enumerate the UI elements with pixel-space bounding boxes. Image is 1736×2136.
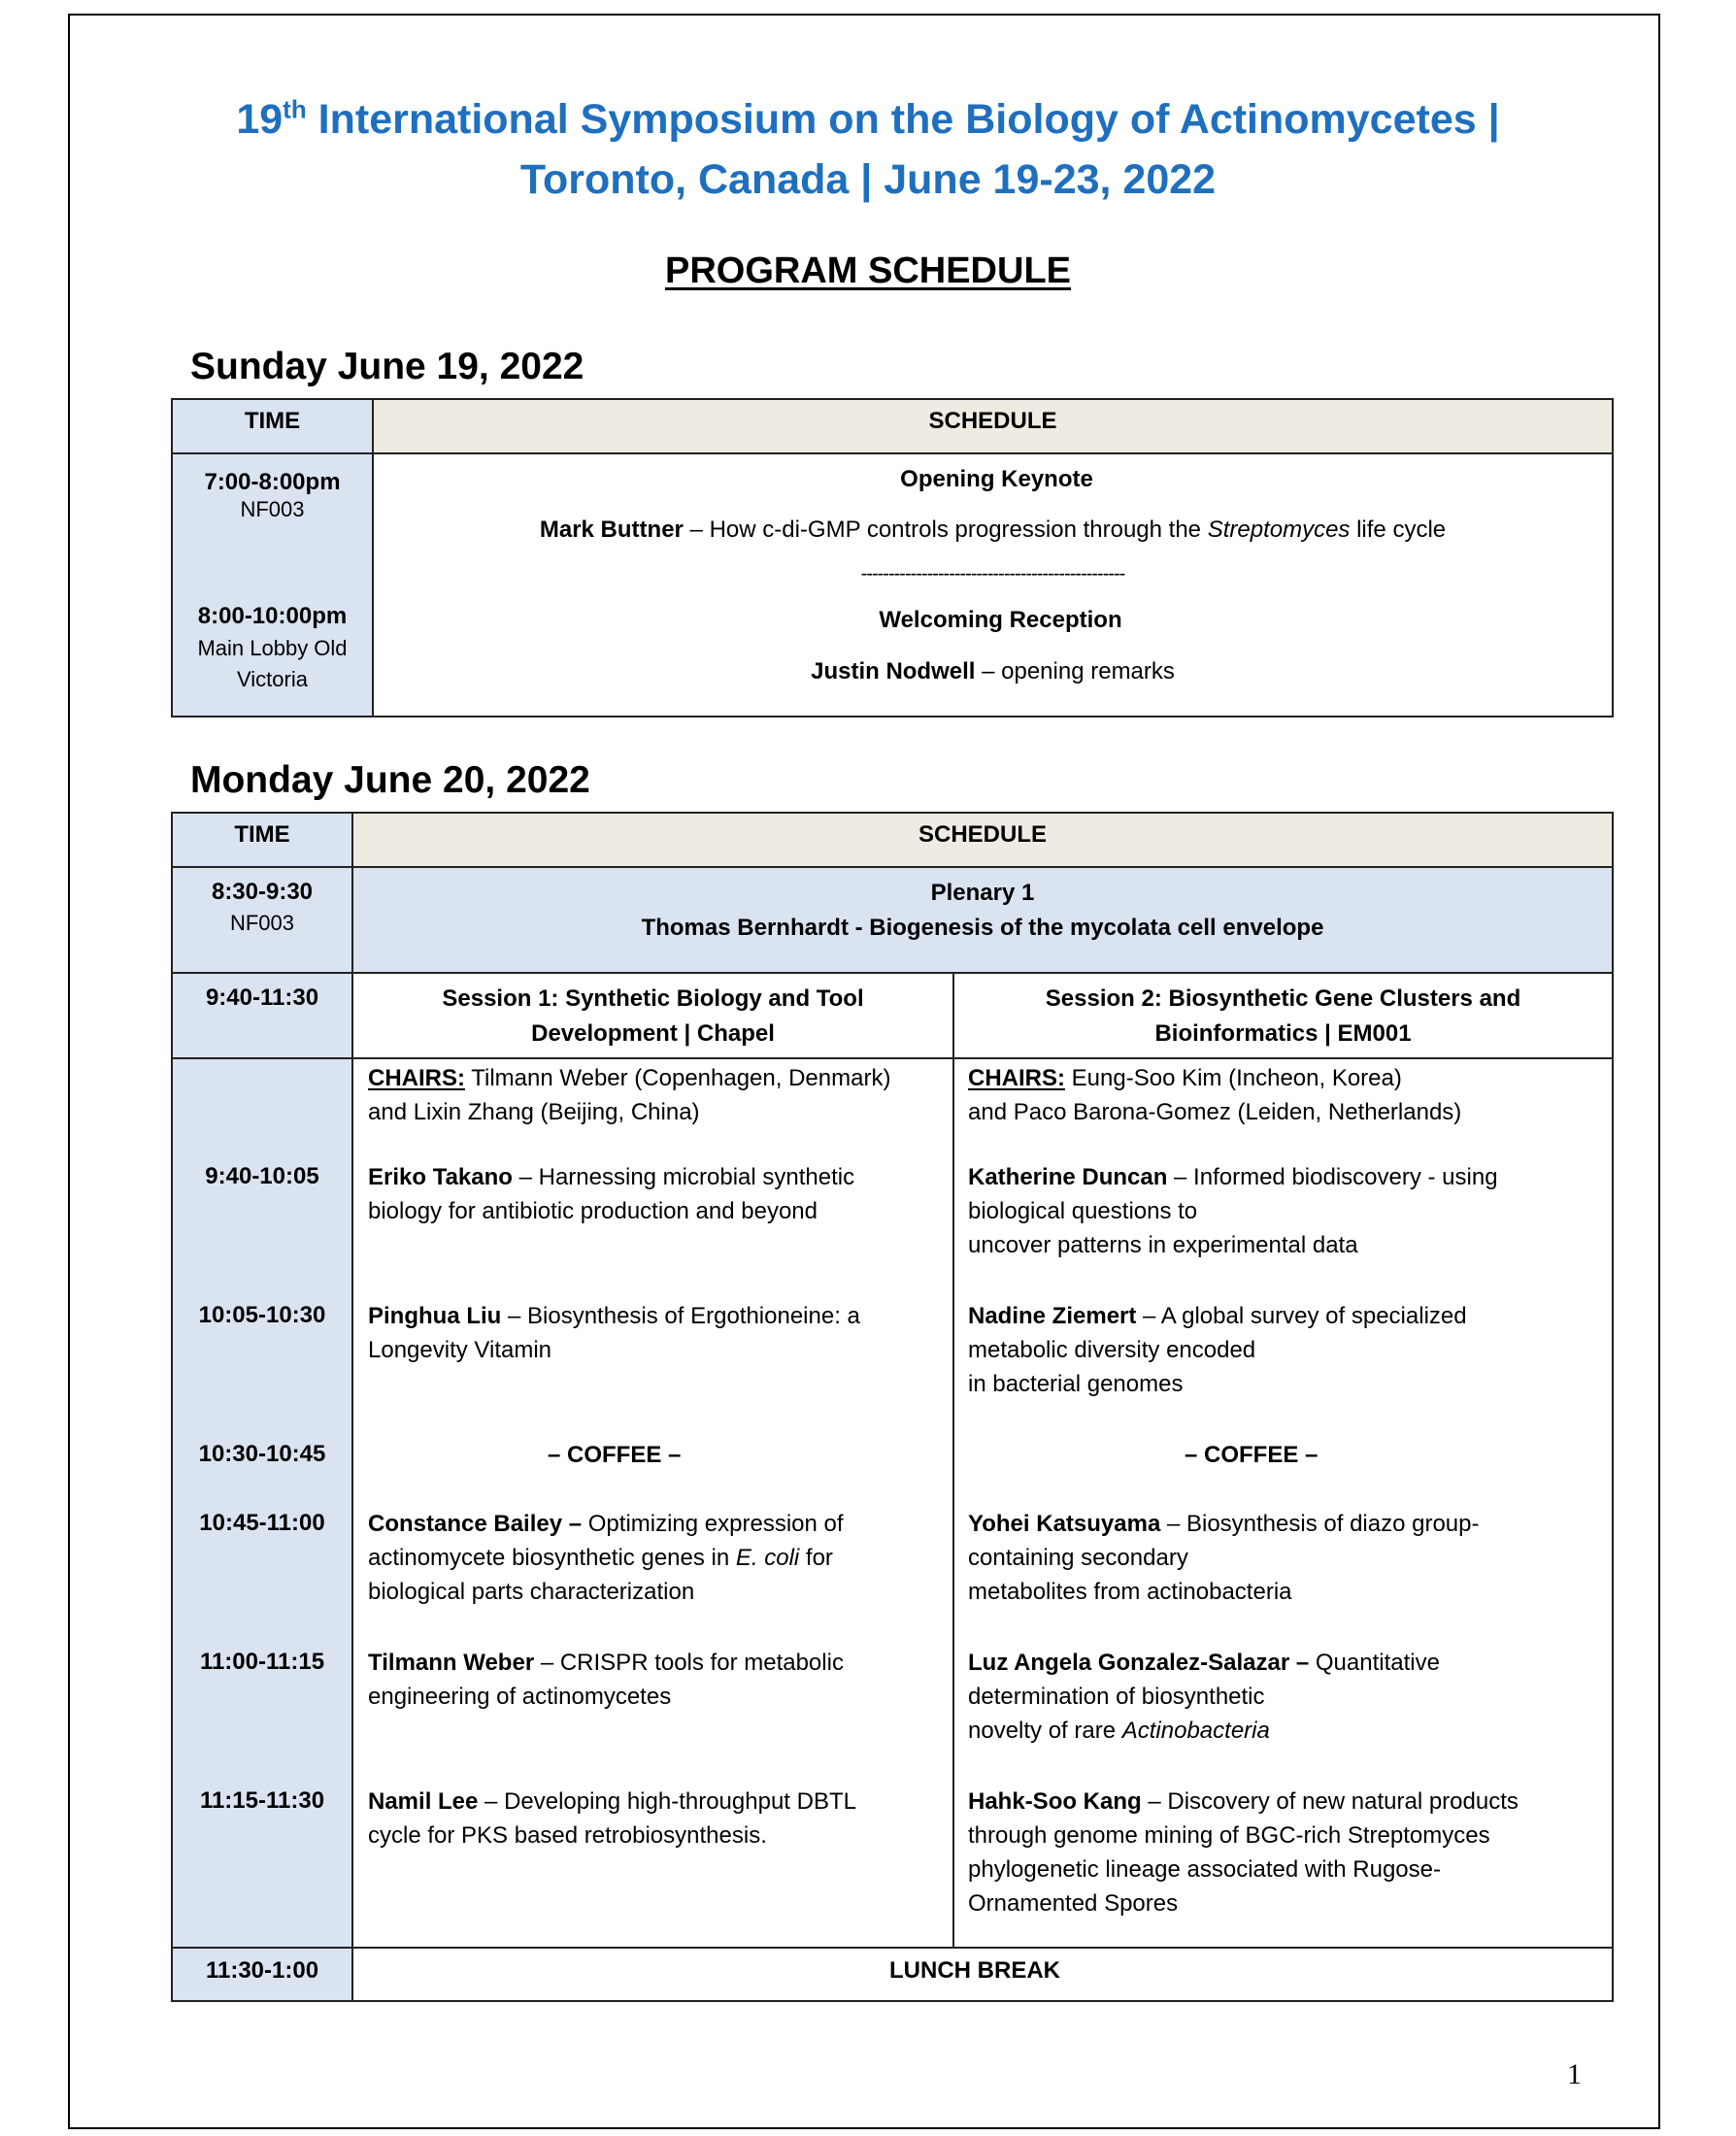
symposium-title	[0, 89, 1736, 210]
reception-talk: Justin Nodwell – opening remarks	[811, 658, 1175, 684]
session1-chairs: CHAIRS: Tilmann Weber (Copenhagen, Denmark) and Lixin Zhang (Beijing, China)	[368, 1065, 891, 1125]
col-header-schedule: SCHEDULE	[373, 399, 1613, 453]
talk-entry: Luz Angela Gonzalez-Salazar – Quantitative determination of biosynthetic novelty of rare Actinobacteria	[968, 1650, 1440, 1744]
time-slot: 7:00-8:00pm	[204, 469, 341, 495]
room-label: NF003	[240, 497, 305, 521]
monday-table	[171, 812, 1614, 2002]
room-label: Main Lobby Old Victoria	[197, 636, 348, 691]
lunch-time-cell: 11:30-1:00	[172, 1948, 352, 2001]
talk-entry: Tilmann Weber – CRISPR tools for metabolic engineering of actinomycetes	[368, 1650, 844, 1710]
session2-header: Session 2: Biosynthetic Gene Clusters and Bioinformatics | EM001	[953, 973, 1613, 1058]
divider-line: ------------------------------------------------	[860, 563, 1125, 584]
time-slot: 10:05-10:30	[198, 1302, 326, 1328]
lunch-break: LUNCH BREAK	[352, 1948, 1613, 2001]
title-line-1: 19th International Symposium on the Biology of Actinomycetes |	[236, 94, 1500, 143]
coffee-break: – COFFEE –	[548, 1442, 682, 1468]
time-slot: 8:00-10:00pm	[197, 603, 348, 629]
talk-entry: Pinghua Liu – Biosynthesis of Ergothioneine: a Longevity Vitamin	[368, 1303, 860, 1363]
room-label: NF003	[229, 911, 295, 935]
talk-entry: Eriko Takano – Harnessing microbial synthetic biology for antibiotic production and beyond	[368, 1164, 855, 1224]
session1-talks	[352, 1058, 953, 1948]
plenary-cell	[352, 867, 1613, 973]
time-slot: 9:40-10:05	[205, 1163, 319, 1189]
session1-header: Session 1: Synthetic Biology and Tool Development | Chapel	[352, 973, 953, 1058]
sunday-schedule-cell	[373, 453, 1613, 717]
talk-entry: Namil Lee – Developing high-throughput DBTL cycle for PKS based retrobiosynthesis.	[368, 1788, 856, 1849]
title-line-2: Toronto, Canada | June 19-23, 2022	[519, 156, 1217, 203]
sunday-heading: Sunday June 19, 2022	[190, 346, 584, 387]
col-header-time: TIME	[172, 813, 352, 867]
reception-title: Welcoming Reception	[879, 607, 1122, 633]
plenary-talk: Thomas Bernhardt - Biogenesis of the mycolata cell envelope	[641, 915, 1324, 941]
talk-entry: Hahk-Soo Kang – Discovery of new natural products through genome mining of BGC-rich Streptomyces phylogenetic lineage associated with Rugose- Ornamented Spores	[968, 1788, 1519, 1917]
keynote-talk: Mark Buttner – How c-di-GMP controls progression through the Streptomyces life cycle	[539, 517, 1447, 543]
col-header-time: TIME	[172, 399, 373, 453]
talk-entry: Nadine Ziemert – A global survey of specialized metabolic diversity encoded in bacterial genomes	[968, 1303, 1467, 1397]
time-slot: 10:30-10:45	[198, 1441, 326, 1467]
time-slot: 11:00-11:15	[199, 1649, 325, 1675]
sunday-time-cell	[172, 453, 373, 717]
talk-entry: Yohei Katsuyama – Biosynthesis of diazo group- containing secondary metabolites from actinobacteria	[968, 1511, 1480, 1605]
session2-talks	[953, 1058, 1613, 1948]
monday-heading: Monday June 20, 2022	[190, 759, 590, 801]
program-schedule-heading: PROGRAM SCHEDULE	[664, 250, 1072, 291]
time-slot: 10:45-11:00	[199, 1510, 325, 1536]
col-header-schedule: SCHEDULE	[352, 813, 1613, 867]
talk-entry: Katherine Duncan – Informed biodiscovery - using biological questions to uncover patterns in experimental data	[968, 1164, 1498, 1258]
talk-entry: Constance Bailey – Optimizing expression of actinomycete biosynthetic genes in E. coli for biological parts characterization	[368, 1511, 844, 1605]
keynote-title: Opening Keynote	[900, 466, 1093, 492]
plenary-title: Plenary 1	[930, 880, 1035, 906]
plenary-time-cell: 8:30-9:30 NF003	[172, 867, 352, 973]
session2-chairs: CHAIRS: Eung-Soo Kim (Incheon, Korea) and Paco Barona-Gomez (Leiden, Netherlands)	[968, 1065, 1462, 1125]
sunday-table	[171, 398, 1614, 718]
talk-times-cell	[172, 1058, 352, 1948]
coffee-break: – COFFEE –	[1185, 1442, 1319, 1468]
time-slot: 11:15-11:30	[199, 1787, 325, 1814]
page-number: 1	[1567, 2058, 1582, 2090]
session-time-cell: 9:40-11:30	[172, 973, 352, 1058]
